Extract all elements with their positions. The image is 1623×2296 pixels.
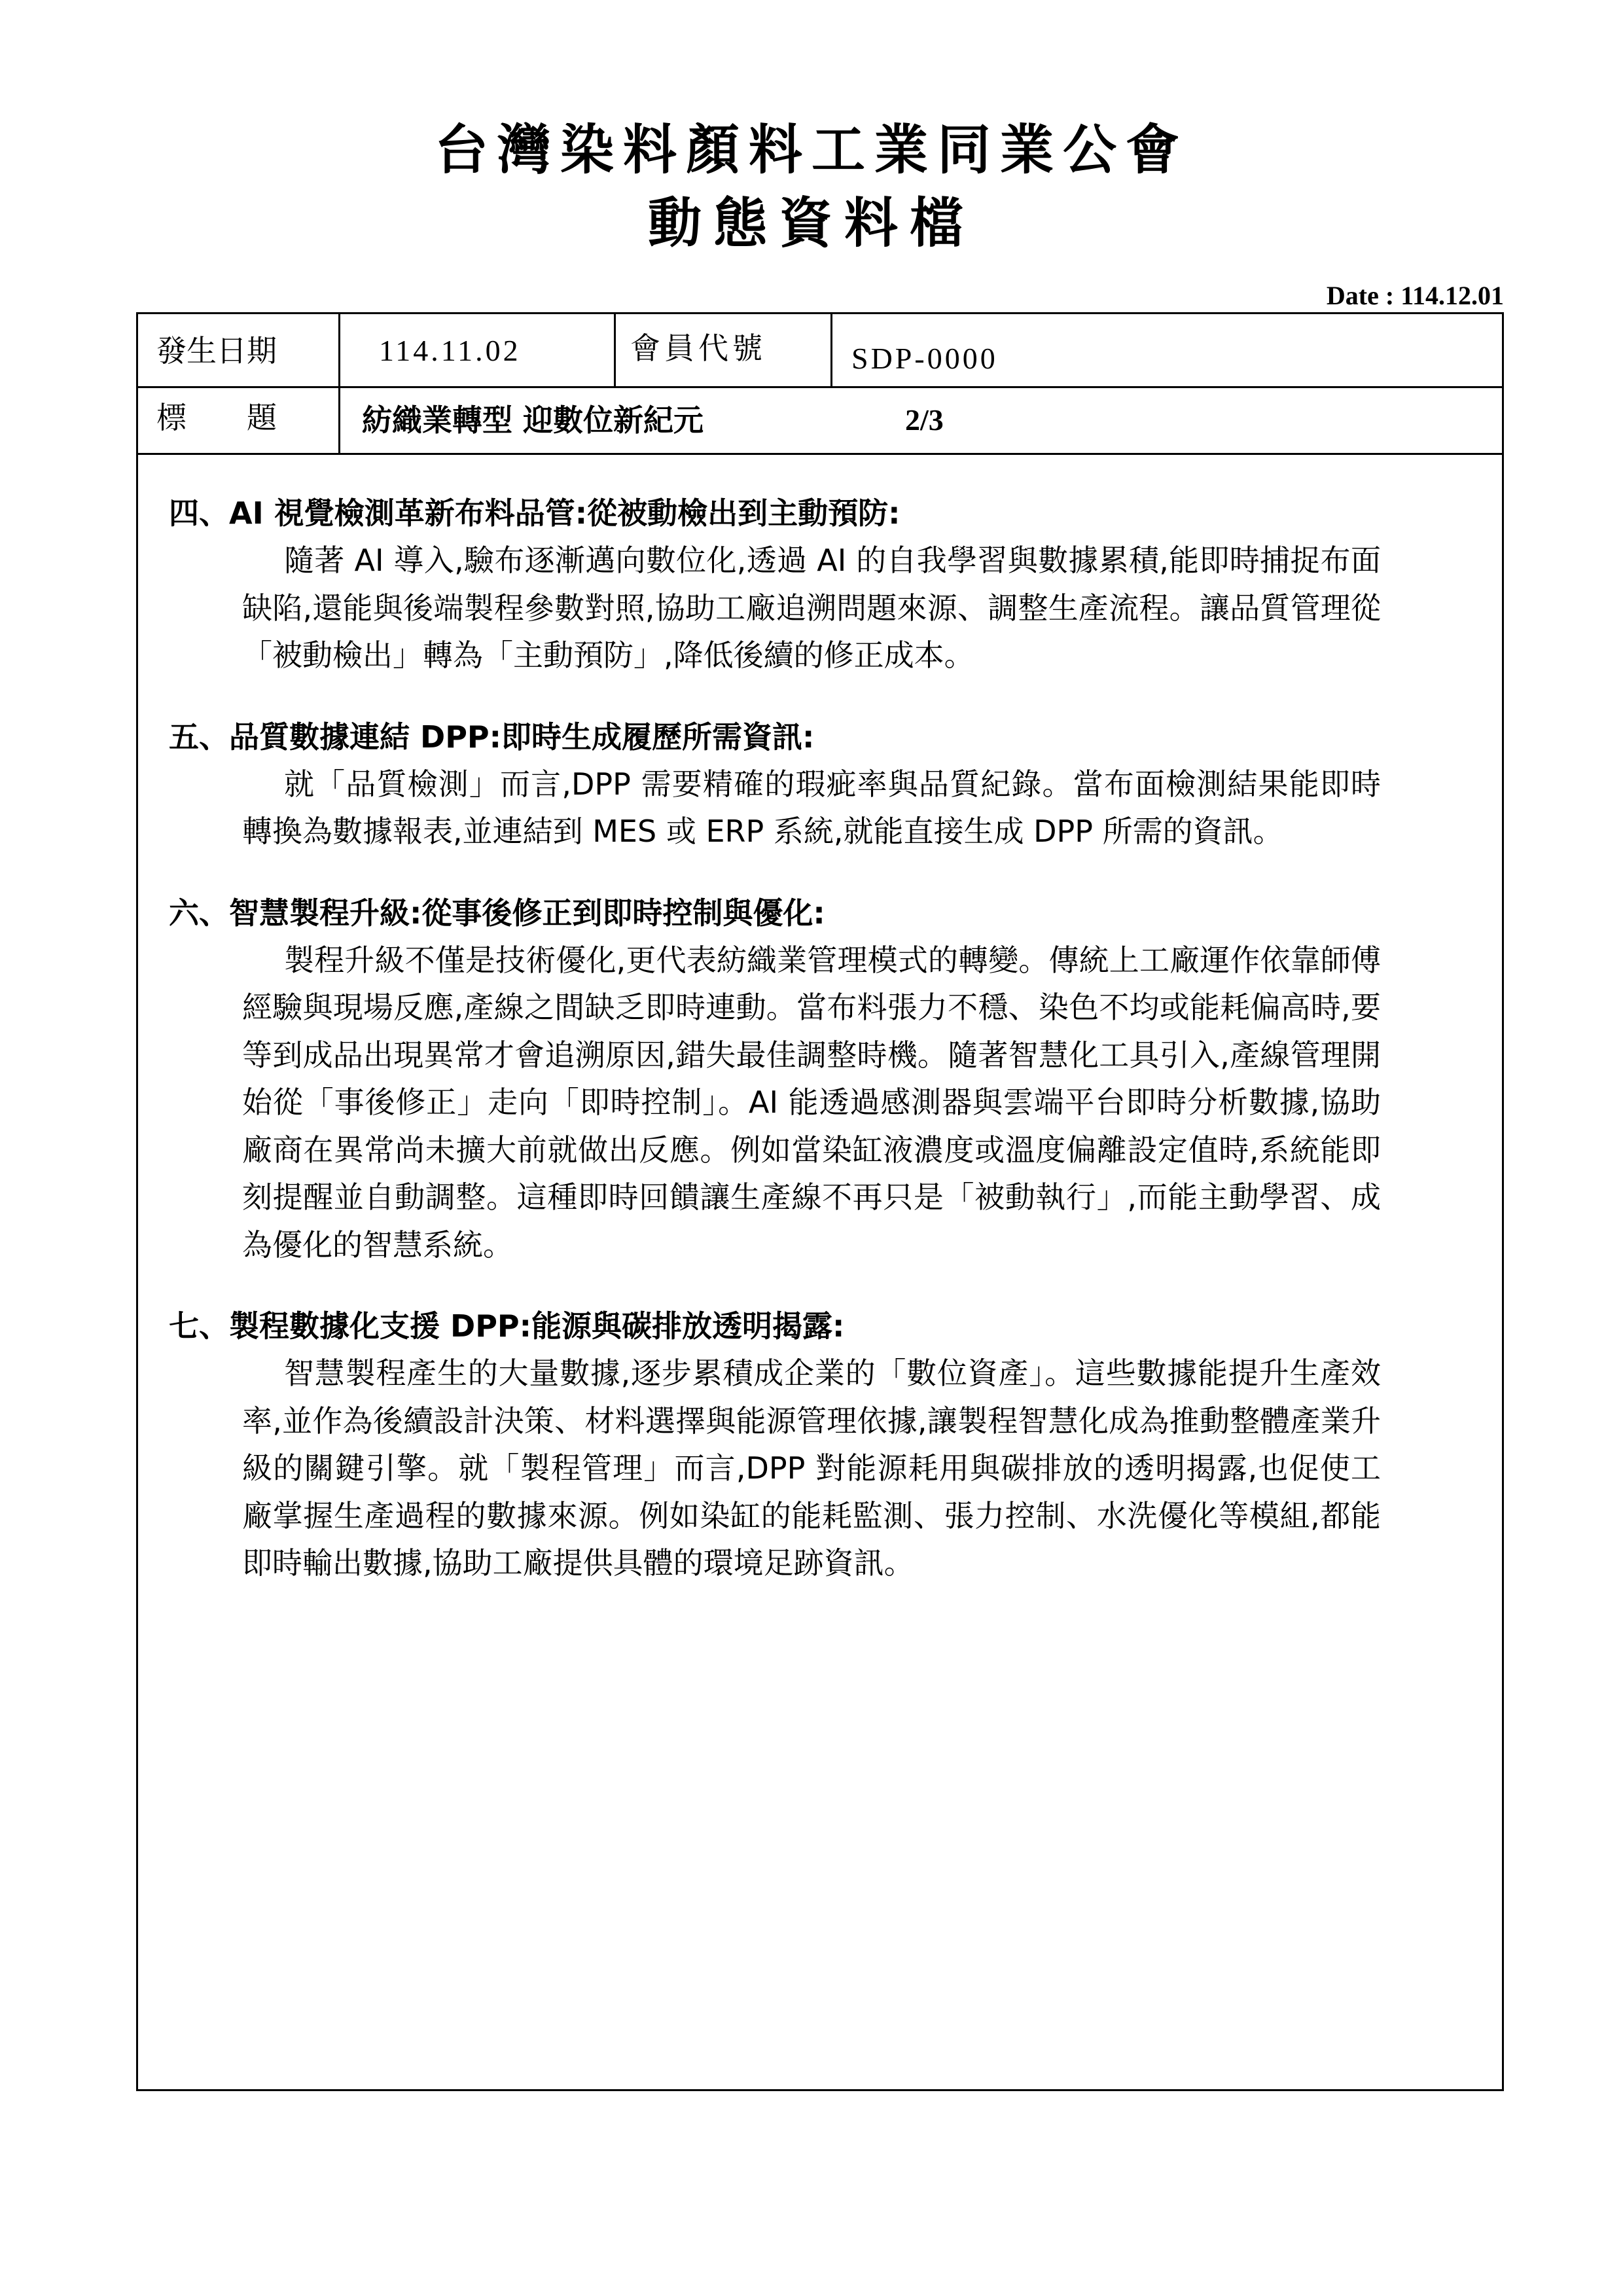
table-column-divider <box>338 314 340 453</box>
member-value: SDP-0000 <box>851 342 998 375</box>
document-body <box>169 490 1452 1621</box>
section-paragraph: 製程升級不僅是技術優化,更代表紡織業管理模式的轉變。傳統上工廠運作依靠師傅經驗與現場反應,產線之間缺乏即時連動。當布料張力不穩、染色不均或能耗偏高時,要等到成品出現異常才會追溯原因,錯失最佳調整時機。隨著智慧化工具引入,產線管理開始從「事後修正」走向「即時控制」。AI 能透過感測器與雲端平台即時分析數據,協助廠商在異常尚未擴大前就做出反應。例如當染缸液濃度或溫度偏離設定值時,系統能即刻提醒並自動調整。這種即時回饋讓生產線不再只是「被動執行」,而能主動學習、成為優化的智慧系統。 <box>242 942 1381 1263</box>
organization-title: 台灣染料顏料工業同業公會 <box>434 119 1188 181</box>
table-column-divider <box>830 314 832 386</box>
section-heading: 七、製程數據化支援 DPP:能源與碳排放透明揭露: <box>169 1308 845 1344</box>
section-heading: 五、品質數據連結 DPP:即時生成履歷所需資訊: <box>169 719 815 755</box>
table-bottom-divider <box>138 453 1502 455</box>
section-paragraph: 智慧製程產生的大量數據,逐步累積成企業的「數位資產」。這些數據能提升生產效率,並作為後續設計決策、材料選擇與能源管理依據,讓製程智慧化成為推動整體產業升級的關鍵引擎。就「製程管理」而言,DPP 對能源耗用與碳排放的透明揭露,也促使工廠掌握生產過程的數據來源。例如染缸的能耗監測、張力控制、水洗優化等模組,都能即時輸出數據,協助工廠提供具體的環境足跡資訊。 <box>242 1355 1381 1581</box>
subject-value: 紡織業轉型 迎數位新紀元 <box>362 403 704 438</box>
section-paragraph: 隨著 AI 導入,驗布逐漸邁向數位化,透過 AI 的自我學習與數據累積,能即時捕捉布面缺陷,還能與後端製程參數對照,協助工廠追溯問題來源、調整生產流程。讓品質管理從「被動檢出」轉為「主動預防」,降低後續的修正成本。 <box>242 543 1381 673</box>
member-label: 會員代號 <box>630 331 766 366</box>
table-row-divider <box>138 386 1502 388</box>
section-heading: 六、智慧製程升級:從事後修正到即時控制與優化: <box>169 895 825 931</box>
date-value: 114.11.02 <box>379 334 521 367</box>
section-smart-process <box>169 889 1452 1269</box>
page-indicator: 2/3 <box>905 403 944 437</box>
subject-label: 標 題 <box>156 400 277 435</box>
table-column-divider <box>614 314 616 386</box>
document-date: Date : 114.12.01 <box>1326 281 1504 310</box>
section-ai-inspection <box>169 490 1452 679</box>
section-quality-data-dpp <box>169 713 1452 855</box>
section-paragraph: 就「品質檢測」而言,DPP 需要精確的瑕疵率與品質紀錄。當布面檢測結果能即時轉換為數據報表,並連結到 MES 或 ERP 系統,就能直接生成 DPP 所需的資訊。 <box>242 766 1381 849</box>
document-type-title: 動態資料檔 <box>647 192 975 255</box>
date-label: 發生日期 <box>156 333 277 368</box>
section-process-data-dpp <box>169 1302 1452 1587</box>
section-heading: 四、AI 視覺檢測革新布料品管:從被動檢出到主動預防: <box>169 495 901 531</box>
